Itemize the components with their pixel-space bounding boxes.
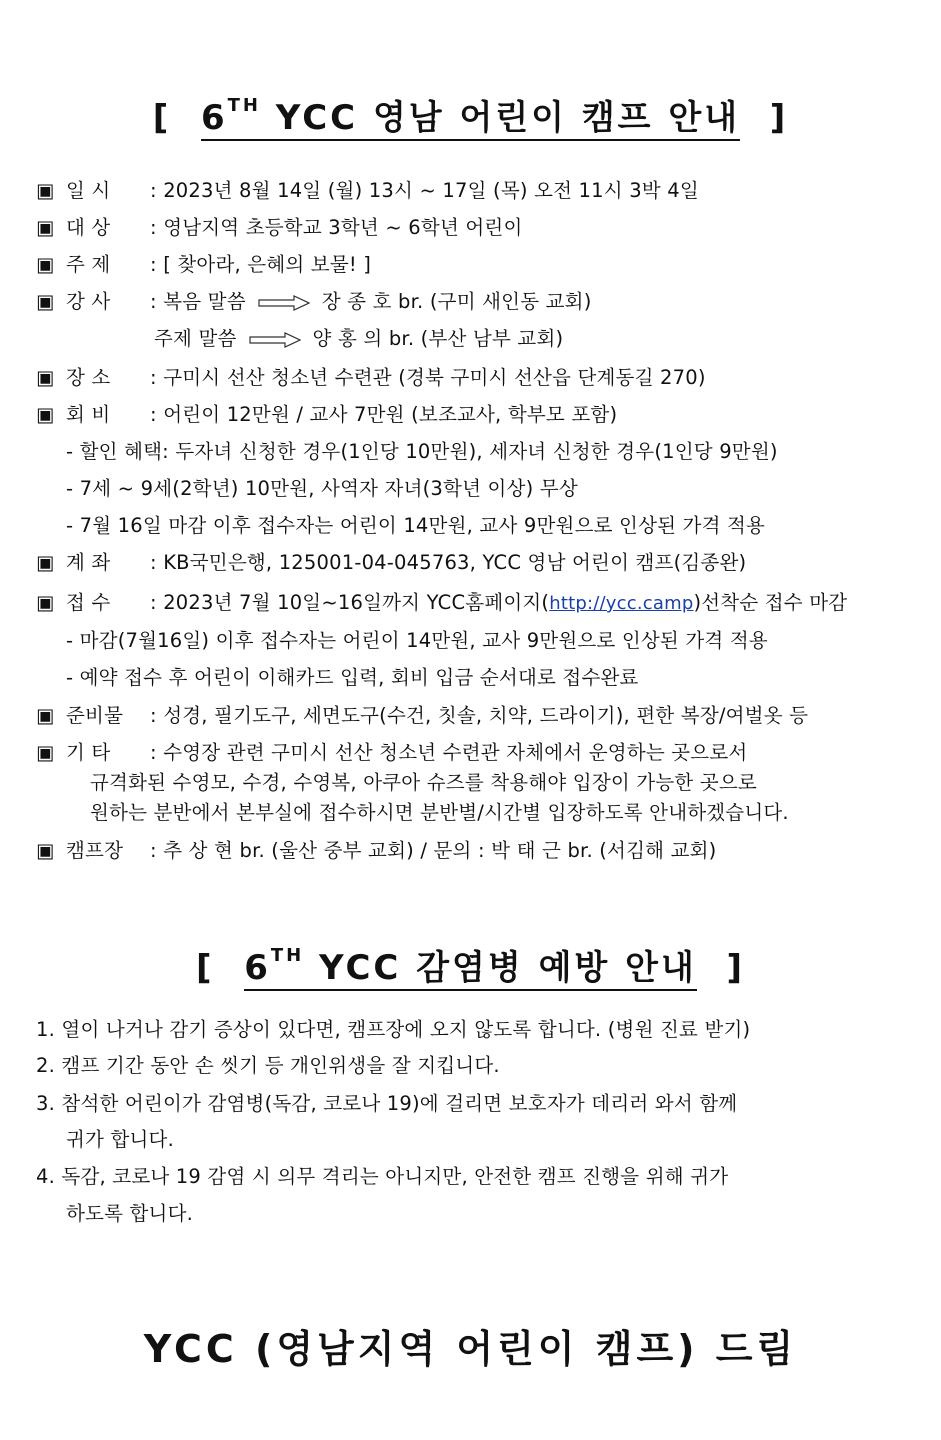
item-account: ▣ 계 좌 : KB국민은행, 125001-04-045763, YCC 영남 어린이 캠프(김종완): [36, 551, 747, 574]
square-bullet-icon: ▣: [36, 216, 55, 239]
square-bullet-icon: ▣: [36, 290, 55, 313]
square-bullet-icon: ▣: [36, 741, 55, 764]
title-bracket-close: ]: [726, 948, 746, 988]
item-etc: ▣ 기 타 : 수영장 관련 구미시 선산 청소년 수련관 자체에서 운영하는 곳으로서: [36, 741, 748, 764]
item-theme: ▣ 주 제 : [ 찾아라, 은혜의 보물! ]: [36, 253, 372, 276]
item-register: ▣ 접 수 : 2023년 7월 10일~16일까지 YCC홈페이지(http://ycc.camp)선착순 접수 마감: [36, 591, 848, 614]
footer-signature: YCC (영남지역 어린이 캠프) 드림: [143, 1327, 798, 1371]
prevention-item: 4. 독감, 코로나 19 감염 시 의무 격리는 아니지만, 안전한 캠프 진행을 위해 귀가: [36, 1165, 729, 1188]
fee-note: - 7세 ~ 9세(2학년) 10만원, 사역자 자녀(3학년 이상) 무상: [66, 477, 578, 500]
prevention-item: 2. 캠프 기간 동안 손 씻기 등 개인위생을 잘 지킵니다.: [36, 1054, 500, 1077]
prevention-item-cont: 귀가 합니다.: [66, 1128, 174, 1151]
square-bullet-icon: ▣: [36, 179, 55, 202]
arrow-right-icon: [249, 332, 301, 348]
square-bullet-icon: ▣: [36, 704, 55, 727]
item-director: ▣ 캠프장 : 추 상 현 br. (울산 중부 교회) / 문의 : 박 태 근 br. (서김해 교회): [36, 839, 717, 862]
item-place: ▣ 장 소 : 구미시 선산 청소년 수련관 (경북 구미시 선산읍 단계동길 270): [36, 366, 706, 389]
prevention-item-cont: 하도록 합니다.: [66, 1202, 194, 1225]
square-bullet-icon: ▣: [36, 253, 55, 276]
homepage-link[interactable]: http://ycc.camp: [549, 593, 694, 614]
square-bullet-icon: ▣: [36, 403, 55, 426]
main-title: [0, 90, 941, 139]
register-note: - 마감(7월16일) 이후 접수자는 어린이 14만원, 교사 9만원으로 인상된 가격 적용: [66, 629, 768, 652]
prevention-title: [0, 940, 941, 989]
register-note: - 예약 접수 후 어린이 이해카드 입력, 회비 입금 순서대로 접수완료: [66, 666, 639, 689]
square-bullet-icon: ▣: [36, 551, 55, 574]
square-bullet-icon: ▣: [36, 839, 55, 862]
item-supplies: ▣ 준비물 : 성경, 필기도구, 세면도구(수건, 칫솔, 치약, 드라이기), 편한 복장/여벌옷 등: [36, 704, 809, 727]
prevention-item: 3. 참석한 어린이가 감염병(독감, 코로나 19)에 걸리면 보호자가 데리러 와서 함께: [36, 1092, 738, 1115]
etc-line: 원하는 분반에서 본부실에 접수하시면 분반별/시간별 입장하도록 안내하겠습니다.: [90, 801, 789, 824]
title-bracket-open: [: [195, 948, 215, 988]
fee-note: - 7월 16일 마감 이후 접수자는 어린이 14만원, 교사 9만원으로 인상된 가격 적용: [66, 514, 766, 537]
fee-note: - 할인 혜택: 두자녀 신청한 경우(1인당 10만원), 세자녀 신청한 경우(1인당 9만원): [66, 440, 778, 463]
title-bracket-open: [: [152, 98, 172, 138]
item-speaker-row2: 주제 말씀 양 홍 의 br. (부산 남부 교회): [154, 327, 564, 350]
prevention-item: 1. 열이 나거나 감기 증상이 있다면, 캠프장에 오지 않도록 합니다. (병원 진료 받기): [36, 1018, 751, 1041]
arrow-right-icon: [258, 295, 310, 311]
item-fee: ▣ 회 비 : 어린이 12만원 / 교사 7만원 (보조교사, 학부모 포함): [36, 403, 618, 426]
item-target: ▣ 대 상 : 영남지역 초등학교 3학년 ~ 6학년 어린이: [36, 216, 523, 239]
title-bracket-close: ]: [769, 98, 789, 138]
item-speaker: ▣ 강 사 : 복음 말씀 장 종 호 br. (구미 새인동 교회): [36, 290, 592, 313]
square-bullet-icon: ▣: [36, 366, 55, 389]
title-underlined: 6TH YCC 감염병 예방 안내: [244, 948, 697, 991]
square-bullet-icon: ▣: [36, 591, 55, 614]
etc-line: 규격화된 수영모, 수경, 수영복, 아쿠아 슈즈를 착용해야 입장이 가능한 곳으로: [90, 771, 757, 794]
item-date: ▣ 일 시 : 2023년 8월 14일 (월) 13시 ~ 17일 (목) 오전 11시 3박 4일: [36, 179, 699, 202]
title-underlined: 6TH YCC 영남 어린이 캠프 안내: [201, 98, 740, 141]
